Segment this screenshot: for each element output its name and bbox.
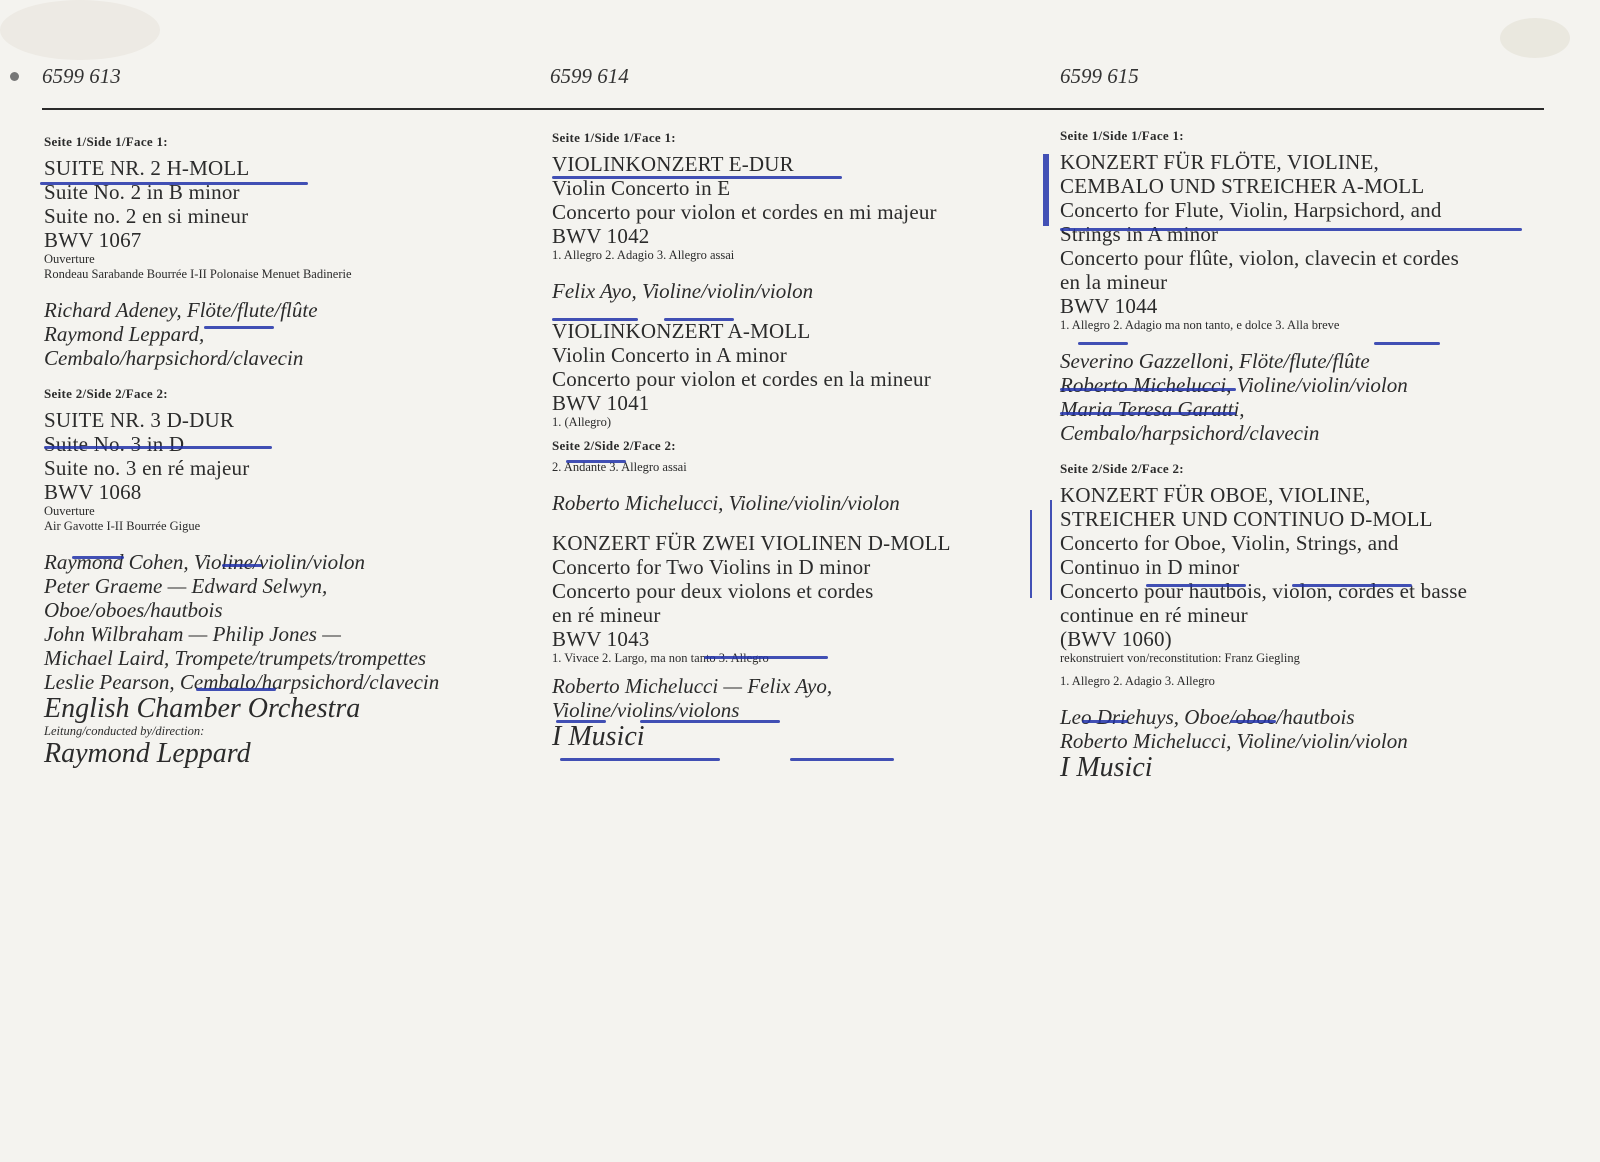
work-title: SUITE NR. 2 H-MOLL <box>44 156 250 180</box>
work-title-en: Concerto for Two Violins in D minor <box>552 555 871 579</box>
work-title-en: Violin Concerto in A minor <box>552 343 787 367</box>
work-title: VIOLINKONZERT E-DUR <box>552 152 794 176</box>
performer: Roberto Michelucci, Violine/violin/violon <box>552 491 900 515</box>
ink-underline <box>664 318 734 321</box>
ink-underline <box>1060 412 1236 415</box>
orchestra-name: I Musici <box>1060 752 1153 783</box>
performer: Raymond Leppard, <box>44 322 205 346</box>
movements: Rondeau Sarabande Bourrée I-II Polonaise Menuet Badinerie <box>44 267 352 281</box>
stain <box>0 0 160 60</box>
ink-underline <box>556 720 606 723</box>
movements: 2. Andante 3. Allegro assai <box>552 460 687 474</box>
work-title: CEMBALO UND STREICHER A-MOLL <box>1060 174 1425 198</box>
ink-speck <box>10 72 19 81</box>
column-6599615 <box>1060 128 1560 783</box>
performer: John Wilbraham — Philip Jones — <box>44 622 341 646</box>
performer: Leslie Pearson, Cembalo/harpsichord/clavecin <box>44 670 440 694</box>
ink-underline <box>40 182 308 185</box>
ink-underline <box>72 556 124 559</box>
ink-underline <box>704 656 828 659</box>
work-title-fr: Concerto pour flûte, violon, clavecin et cordes <box>1060 246 1459 270</box>
performer-role: Cembalo/harpsichord/clavecin <box>44 346 304 370</box>
ink-underline <box>1078 342 1128 345</box>
performer: Severino Gazzelloni, Flöte/flute/flûte <box>1060 349 1370 373</box>
side-label: Seite 2/Side 2/Face 2: <box>552 438 676 453</box>
performer-role: Oboe/oboes/hautbois <box>44 598 223 622</box>
movement: Ouverture <box>44 252 95 266</box>
movement: Ouverture <box>44 504 95 518</box>
movements: Air Gavotte I-II Bourrée Gigue <box>44 519 201 533</box>
side-label: Seite 1/Side 1/Face 1: <box>1060 128 1184 143</box>
side-label: Seite 1/Side 1/Face 1: <box>44 134 168 149</box>
side-label: Seite 2/Side 2/Face 2: <box>44 386 168 401</box>
bwv-number: BWV 1043 <box>552 627 650 651</box>
ink-underline <box>1374 342 1440 345</box>
work-title-fr: continue en ré mineur <box>1060 603 1248 627</box>
work-title: KONZERT FÜR ZWEI VIOLINEN D-MOLL <box>552 531 951 555</box>
ink-underline <box>1060 388 1236 391</box>
performer-role: Cembalo/harpsichord/clavecin <box>1060 421 1320 445</box>
catalog-number-3: 6599 615 <box>1060 64 1139 88</box>
header-rule <box>42 108 1544 110</box>
work-title: STREICHER UND CONTINUO D-MOLL <box>1060 507 1433 531</box>
side-label: Seite 2/Side 2/Face 2: <box>1060 461 1184 476</box>
orchestra-name: I Musici <box>552 721 645 752</box>
ink-underline <box>566 460 626 463</box>
bwv-number: BWV 1041 <box>552 391 650 415</box>
catalog-number-2: 6599 614 <box>550 64 629 88</box>
movements: 1. Vivace 2. Largo, ma non tanto 3. Allegro <box>552 651 769 665</box>
ink-underline <box>790 758 894 761</box>
bwv-number: BWV 1044 <box>1060 294 1158 318</box>
ink-underline <box>44 446 272 449</box>
catalog-number-1: 6599 613 <box>42 64 121 88</box>
ink-margin-mark <box>1050 500 1052 600</box>
ink-underline <box>552 318 638 321</box>
performer: Roberto Michelucci, Violine/violin/violon <box>1060 373 1408 397</box>
work-title-fr: en ré mineur <box>552 603 661 627</box>
ink-underline <box>560 758 720 761</box>
movements: 1. Allegro 2. Adagio 3. Allegro assai <box>552 248 735 262</box>
performer: Roberto Michelucci, Violine/violin/violon <box>1060 729 1408 753</box>
performer: Raymond Cohen, Violine/violin/violon <box>44 550 365 574</box>
performer: Michael Laird, Trompete/trumpets/trompettes <box>44 646 427 670</box>
ink-underline <box>1146 584 1246 587</box>
performer: Richard Adeney, Flöte/flute/flûte <box>44 298 318 322</box>
movements: 1. Allegro 2. Adagio 3. Allegro <box>1060 674 1215 688</box>
bwv-number: BWV 1042 <box>552 224 650 248</box>
reconstruction-note: rekonstruiert von/reconstitution: Franz Giegling <box>1060 651 1300 665</box>
ink-underline <box>640 720 780 723</box>
ink-underline <box>222 564 262 567</box>
bwv-number: BWV 1068 <box>44 480 142 504</box>
performer: Leo Driehuys, Oboe/oboe/hautbois <box>1060 705 1355 729</box>
performer: Maria Teresa Garatti, <box>1060 397 1245 421</box>
work-title-en: Suite No. 2 in B minor <box>44 180 240 204</box>
bwv-number: (BWV 1060) <box>1060 627 1172 651</box>
work-title-en: Strings in A minor <box>1060 222 1219 246</box>
conductor-name: Raymond Leppard <box>44 738 251 769</box>
work-title-fr: Concerto pour violon et cordes en mi majeur <box>552 200 937 224</box>
work-title-fr: en la mineur <box>1060 270 1168 294</box>
ink-margin-mark <box>1030 510 1032 598</box>
work-title-fr: Suite no. 3 en ré majeur <box>44 456 250 480</box>
movements: 1. (Allegro) <box>552 415 612 429</box>
ink-underline <box>1060 228 1522 231</box>
work-title-en: Suite No. 3 in D <box>44 432 185 456</box>
ink-underline <box>196 688 276 691</box>
stain <box>1500 18 1570 58</box>
work-title-fr: Concerto pour hautbois, violon, cordes et basse <box>1060 579 1468 603</box>
movements: 1. Allegro 2. Adagio ma non tanto, e dolce 3. Alla breve <box>1060 318 1340 332</box>
work-title-fr: Concerto pour violon et cordes en la mineur <box>552 367 931 391</box>
ink-underline <box>1292 584 1412 587</box>
work-title-en: Continuo in D minor <box>1060 555 1240 579</box>
column-6599613 <box>44 134 524 769</box>
work-title-fr: Concerto pour deux violons et cordes <box>552 579 874 603</box>
work-title: SUITE NR. 3 D-DUR <box>44 408 235 432</box>
work-title-en: Concerto for Flute, Violin, Harpsichord, and <box>1060 198 1442 222</box>
performer: Roberto Michelucci — Felix Ayo, <box>552 674 833 698</box>
work-title-fr: Suite no. 2 en si mineur <box>44 204 249 228</box>
bwv-number: BWV 1067 <box>44 228 142 252</box>
work-title: VIOLINKONZERT A-MOLL <box>552 319 811 343</box>
ink-margin-mark <box>1043 154 1049 226</box>
work-title-en: Violin Concerto in E <box>552 176 731 200</box>
ink-underline <box>204 326 274 329</box>
ink-underline <box>552 176 842 179</box>
ink-underline <box>1230 720 1276 723</box>
ink-underline <box>1082 720 1128 723</box>
work-title-en: Concerto for Oboe, Violin, Strings, and <box>1060 531 1399 555</box>
side-label: Seite 1/Side 1/Face 1: <box>552 130 676 145</box>
orchestra-name: English Chamber Orchestra <box>44 693 361 724</box>
performer-role: Violine/violins/violons <box>552 698 740 722</box>
work-title: KONZERT FÜR FLÖTE, VIOLINE, <box>1060 150 1379 174</box>
direction-label: Leitung/conducted by/direction: <box>44 724 205 738</box>
work-title: KONZERT FÜR OBOE, VIOLINE, <box>1060 483 1371 507</box>
performer: Felix Ayo, Violine/violin/violon <box>552 279 814 303</box>
performer: Peter Graeme — Edward Selwyn, <box>44 574 328 598</box>
